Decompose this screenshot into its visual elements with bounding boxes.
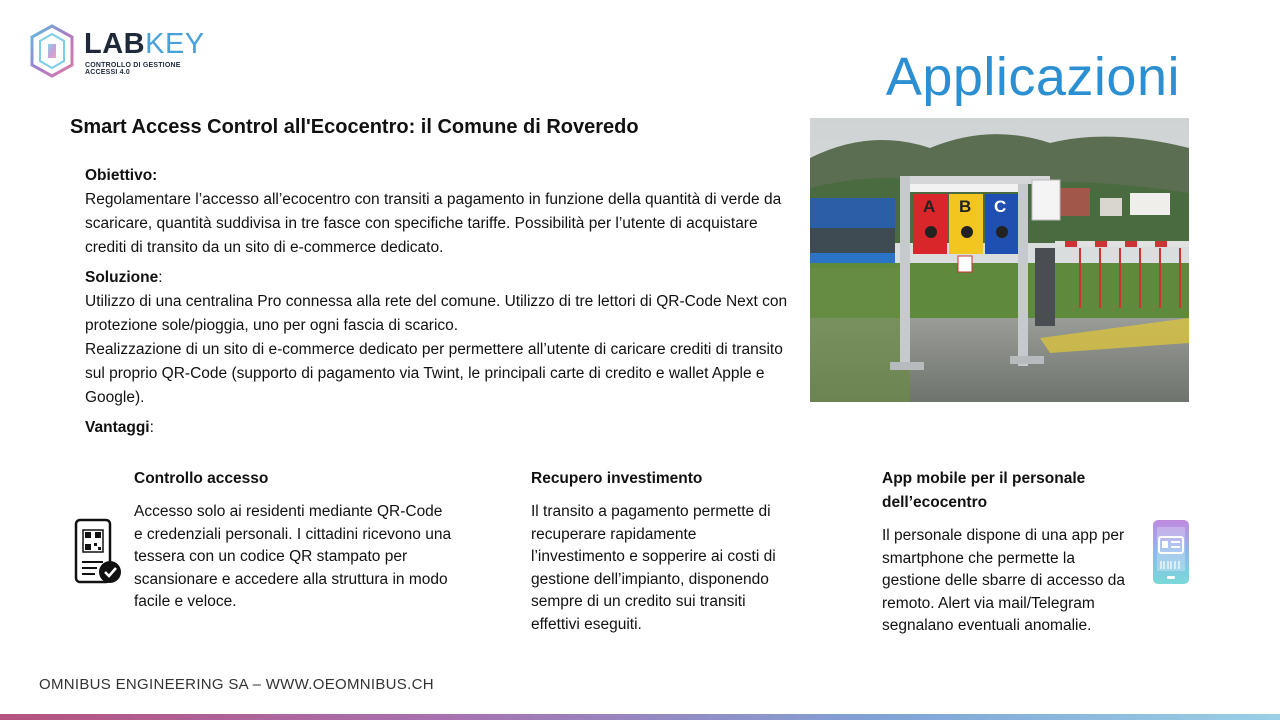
ecocentro-photo [810, 118, 1189, 402]
solution-text-1: Utilizzo di una centralina Pro connessa alla rete del comune. Utilizzo di tre lettori di QR-Code Next con protezione sole/pioggia, uno per ogni fascia di scarico. [85, 293, 788, 334]
zone-a-label: A [923, 197, 936, 216]
mobile-app-icon [1151, 519, 1191, 585]
advantages-paragraph: Vantaggi: [85, 419, 154, 436]
footer-gradient-bar [0, 714, 1280, 720]
benefit-title: Controllo accesso [134, 470, 269, 487]
benefit-access-control [134, 467, 454, 614]
benefit-text: Il personale dispone di una app per smartphone che permette la gestione delle sbarre di accesso da remoto. Alert via mail/Telegram segnalano eventuali anomalie. [882, 527, 1125, 634]
objective-label: Obiettivo: [85, 167, 158, 184]
benefit-investment-recovery [531, 467, 791, 636]
footer-company: OMNIBUS ENGINEERING SA – WWW.OEOMNIBUS.CH [39, 676, 434, 693]
advantages-label: Vantaggi [85, 419, 150, 436]
benefit-text: Il transito a pagamento permette di recuperare rapidamente l’investimento e sopperire ai costi di gestione dell’impianto, disponendo sempre di un credito sui transiti effettivi eseguiti. [531, 503, 776, 633]
solution-label: Soluzione [85, 269, 159, 286]
section-subtitle: Smart Access Control all'Ecocentro: il Comune di Roveredo [70, 116, 639, 138]
solution-paragraph: Soluzione: Utilizzo di una centralina Pro connessa alla rete del comune. Utilizzo di tre lettori di QR-Code Next con protezione sole/pioggia, uno per ogni fascia di scarico. Realizzazione di un sito di e-commerce dedicato per permettere all’utente di caricare crediti di transito sul proprio QR-Code (supporto di pagamento via Twint, le principali carte di credito e wallet Apple e Google). [85, 269, 788, 406]
logo-tagline: CONTROLLO DI GESTIONE ACCESSI 4.0 [85, 62, 181, 76]
description-block [85, 164, 795, 446]
objective-text: Regolamentare l’accesso all’ecocentro con transiti a pagamento in funzione della quantità di verde da scaricare, quantità suddivisa in tre fasce con specifiche tariffe. Possibilità per l’utente di acquistare crediti di transito da un sito di e-commerce dedicato. [85, 191, 782, 256]
labkey-logo [28, 24, 208, 80]
benefit-text: Accesso solo ai residenti mediante QR-Code e credenziali personali. I cittadini ricevono una tessera con un codice QR stampato per scansionare e accedere alla struttura in modo facile e veloce. [134, 503, 452, 610]
zone-c-label: C [994, 197, 1007, 216]
logo-wordmark: LABKEY [84, 28, 205, 60]
benefit-mobile-app [882, 467, 1137, 638]
qr-phone-check-icon [73, 518, 123, 586]
objective-paragraph [85, 164, 795, 260]
benefit-title: App mobile per il personale dell’ecocentro [882, 470, 1086, 511]
solution-text-2: Realizzazione di un sito di e-commerce dedicato per permettere all’utente di caricare crediti di transito sul proprio QR-Code (supporto di pagamento via Twint, le principali carte di credito e wallet Apple e Google). [85, 341, 783, 406]
benefit-title: Recupero investimento [531, 470, 703, 487]
labkey-hexagon-icon [28, 24, 78, 80]
page-title: Applicazioni [885, 47, 1180, 107]
zone-b-label: B [959, 197, 972, 216]
